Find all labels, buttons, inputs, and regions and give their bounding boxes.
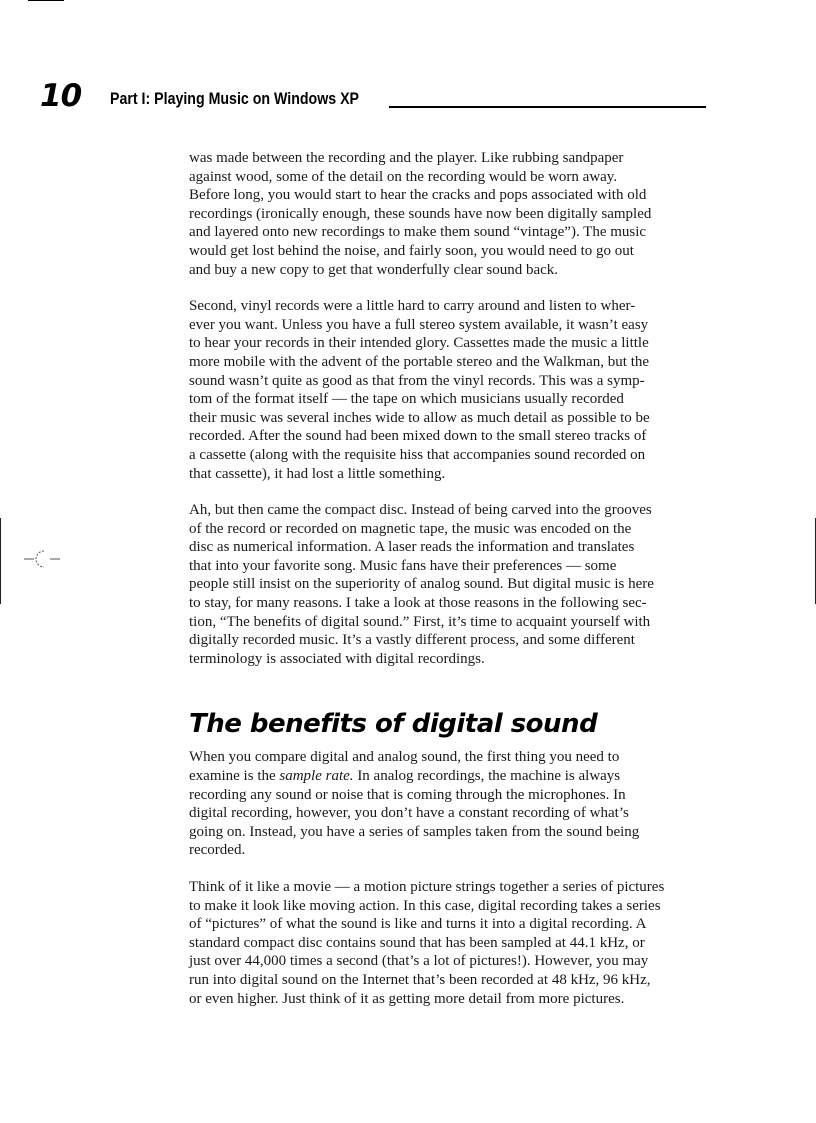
text-line: terminology is associated with digital recordings. xyxy=(189,650,485,667)
text-line: ever you want. Unless you have a full stereo system available, it wasn’t easy xyxy=(189,316,649,333)
text-line: tion, “The benefits of digital sound.” First, it’s time to acquaint yourself with xyxy=(189,613,651,630)
text-line: of the record or recorded on magnetic tape, the music was encoded on the xyxy=(189,520,632,537)
header-rule xyxy=(389,106,706,108)
text-line: more mobile with the advent of the portable stereo and the Walkman, but the xyxy=(189,353,650,370)
text-line: or even higher. Just think of it as getting more detail from more pictures. xyxy=(189,990,625,1007)
paragraph xyxy=(189,501,709,668)
text-line xyxy=(189,767,709,786)
text-line: standard compact disc contains sound that has been sampled at 44.1 kHz, or xyxy=(189,934,645,951)
page-number: 10 xyxy=(40,78,82,114)
text-line: of “pictures” of what the sound is like and turns it into a digital recording. A xyxy=(189,916,647,933)
text-line: their music was several inches wide to allow as much detail as possible to be xyxy=(189,409,650,426)
crop-mark-top xyxy=(28,0,64,1)
text-line: would get lost behind the noise, and fairly soon, you would need to go out xyxy=(189,242,634,259)
text-line: recorded. xyxy=(189,842,246,859)
text-line: recording any sound or noise that is coming through the microphones. In xyxy=(189,786,626,803)
text-line: run into digital sound on the Internet that’s been recorded at 48 kHz, 96 kHz, xyxy=(189,971,651,988)
text-line: Before long, you would start to hear the cracks and pops associated with old xyxy=(189,187,647,204)
text-fragment: In analog recordings, the machine is always xyxy=(353,768,621,785)
text-line: people still insist on the superiority of analog sound. But digital music is here xyxy=(189,576,654,593)
text-line: digital recording, however, you don’t have a constant recording of what’s xyxy=(189,805,629,822)
paragraph xyxy=(189,297,709,483)
text-line: against wood, some of the detail on the recording would be worn away. xyxy=(189,168,618,185)
text-line: to make it look like moving action. In this case, digital recording takes a series xyxy=(189,897,661,914)
text-line: recorded. After the sound had been mixed down to the small stereo tracks of xyxy=(189,428,647,445)
text-line: was made between the recording and the player. Like rubbing sandpaper xyxy=(189,150,624,166)
text-line: recordings (ironically enough, these sounds have now been digitally sampled xyxy=(189,205,652,222)
text-line: and layered onto new recordings to make them sound “vintage”). The music xyxy=(189,224,647,241)
text-line: a cassette (along with the requisite hiss that accompanies sound recorded on xyxy=(189,446,646,463)
text-line: When you compare digital and analog sound, the first thing you need to xyxy=(189,749,620,766)
paragraph xyxy=(189,748,709,860)
paragraph xyxy=(189,149,709,279)
text-line: going on. Instead, you have a series of samples taken from the sound being xyxy=(189,823,640,840)
text-line: tom of the format itself — the tape on which musicians usually recorded xyxy=(189,391,624,408)
text-line: just over 44,000 times a second (that’s a lot of pictures!). However, you may xyxy=(189,953,649,970)
text-line: sound wasn’t quite as good as that from the vinyl records. This was a symp- xyxy=(189,372,645,389)
text-line: Ah, but then came the compact disc. Instead of being carved into the grooves xyxy=(189,502,652,519)
registration-mark-icon xyxy=(22,545,62,573)
text-line: disc as numerical information. A laser reads the information and translates xyxy=(189,539,635,556)
text-line: to hear your records in their intended glory. Cassettes made the music a little xyxy=(189,335,649,352)
text-line: Think of it like a movie — a motion picture strings together a series of pictures xyxy=(189,879,665,895)
text-line: to stay, for many reasons. I take a look at those reasons in the following sec- xyxy=(189,595,647,612)
paragraph xyxy=(189,878,709,1008)
text-line: digitally recorded music. It’s a vastly different process, and some different xyxy=(189,632,635,649)
text-line: that into your favorite song. Music fans have their preferences — some xyxy=(189,557,617,574)
sample-rate-term: sample rate. xyxy=(279,768,354,785)
text-line: Second, vinyl records were a little hard to carry around and listen to wher- xyxy=(189,298,636,315)
running-head-title: Part I: Playing Music on Windows XP xyxy=(110,90,360,108)
text-line: and buy a new copy to get that wonderfully clear sound back. xyxy=(189,261,559,278)
text-fragment: examine is the xyxy=(189,768,280,785)
crop-mark-left xyxy=(0,518,1,604)
body-text xyxy=(189,149,709,1026)
section-heading: The benefits of digital sound xyxy=(189,709,598,740)
text-line: that cassette), it had lost a little something. xyxy=(189,465,446,482)
